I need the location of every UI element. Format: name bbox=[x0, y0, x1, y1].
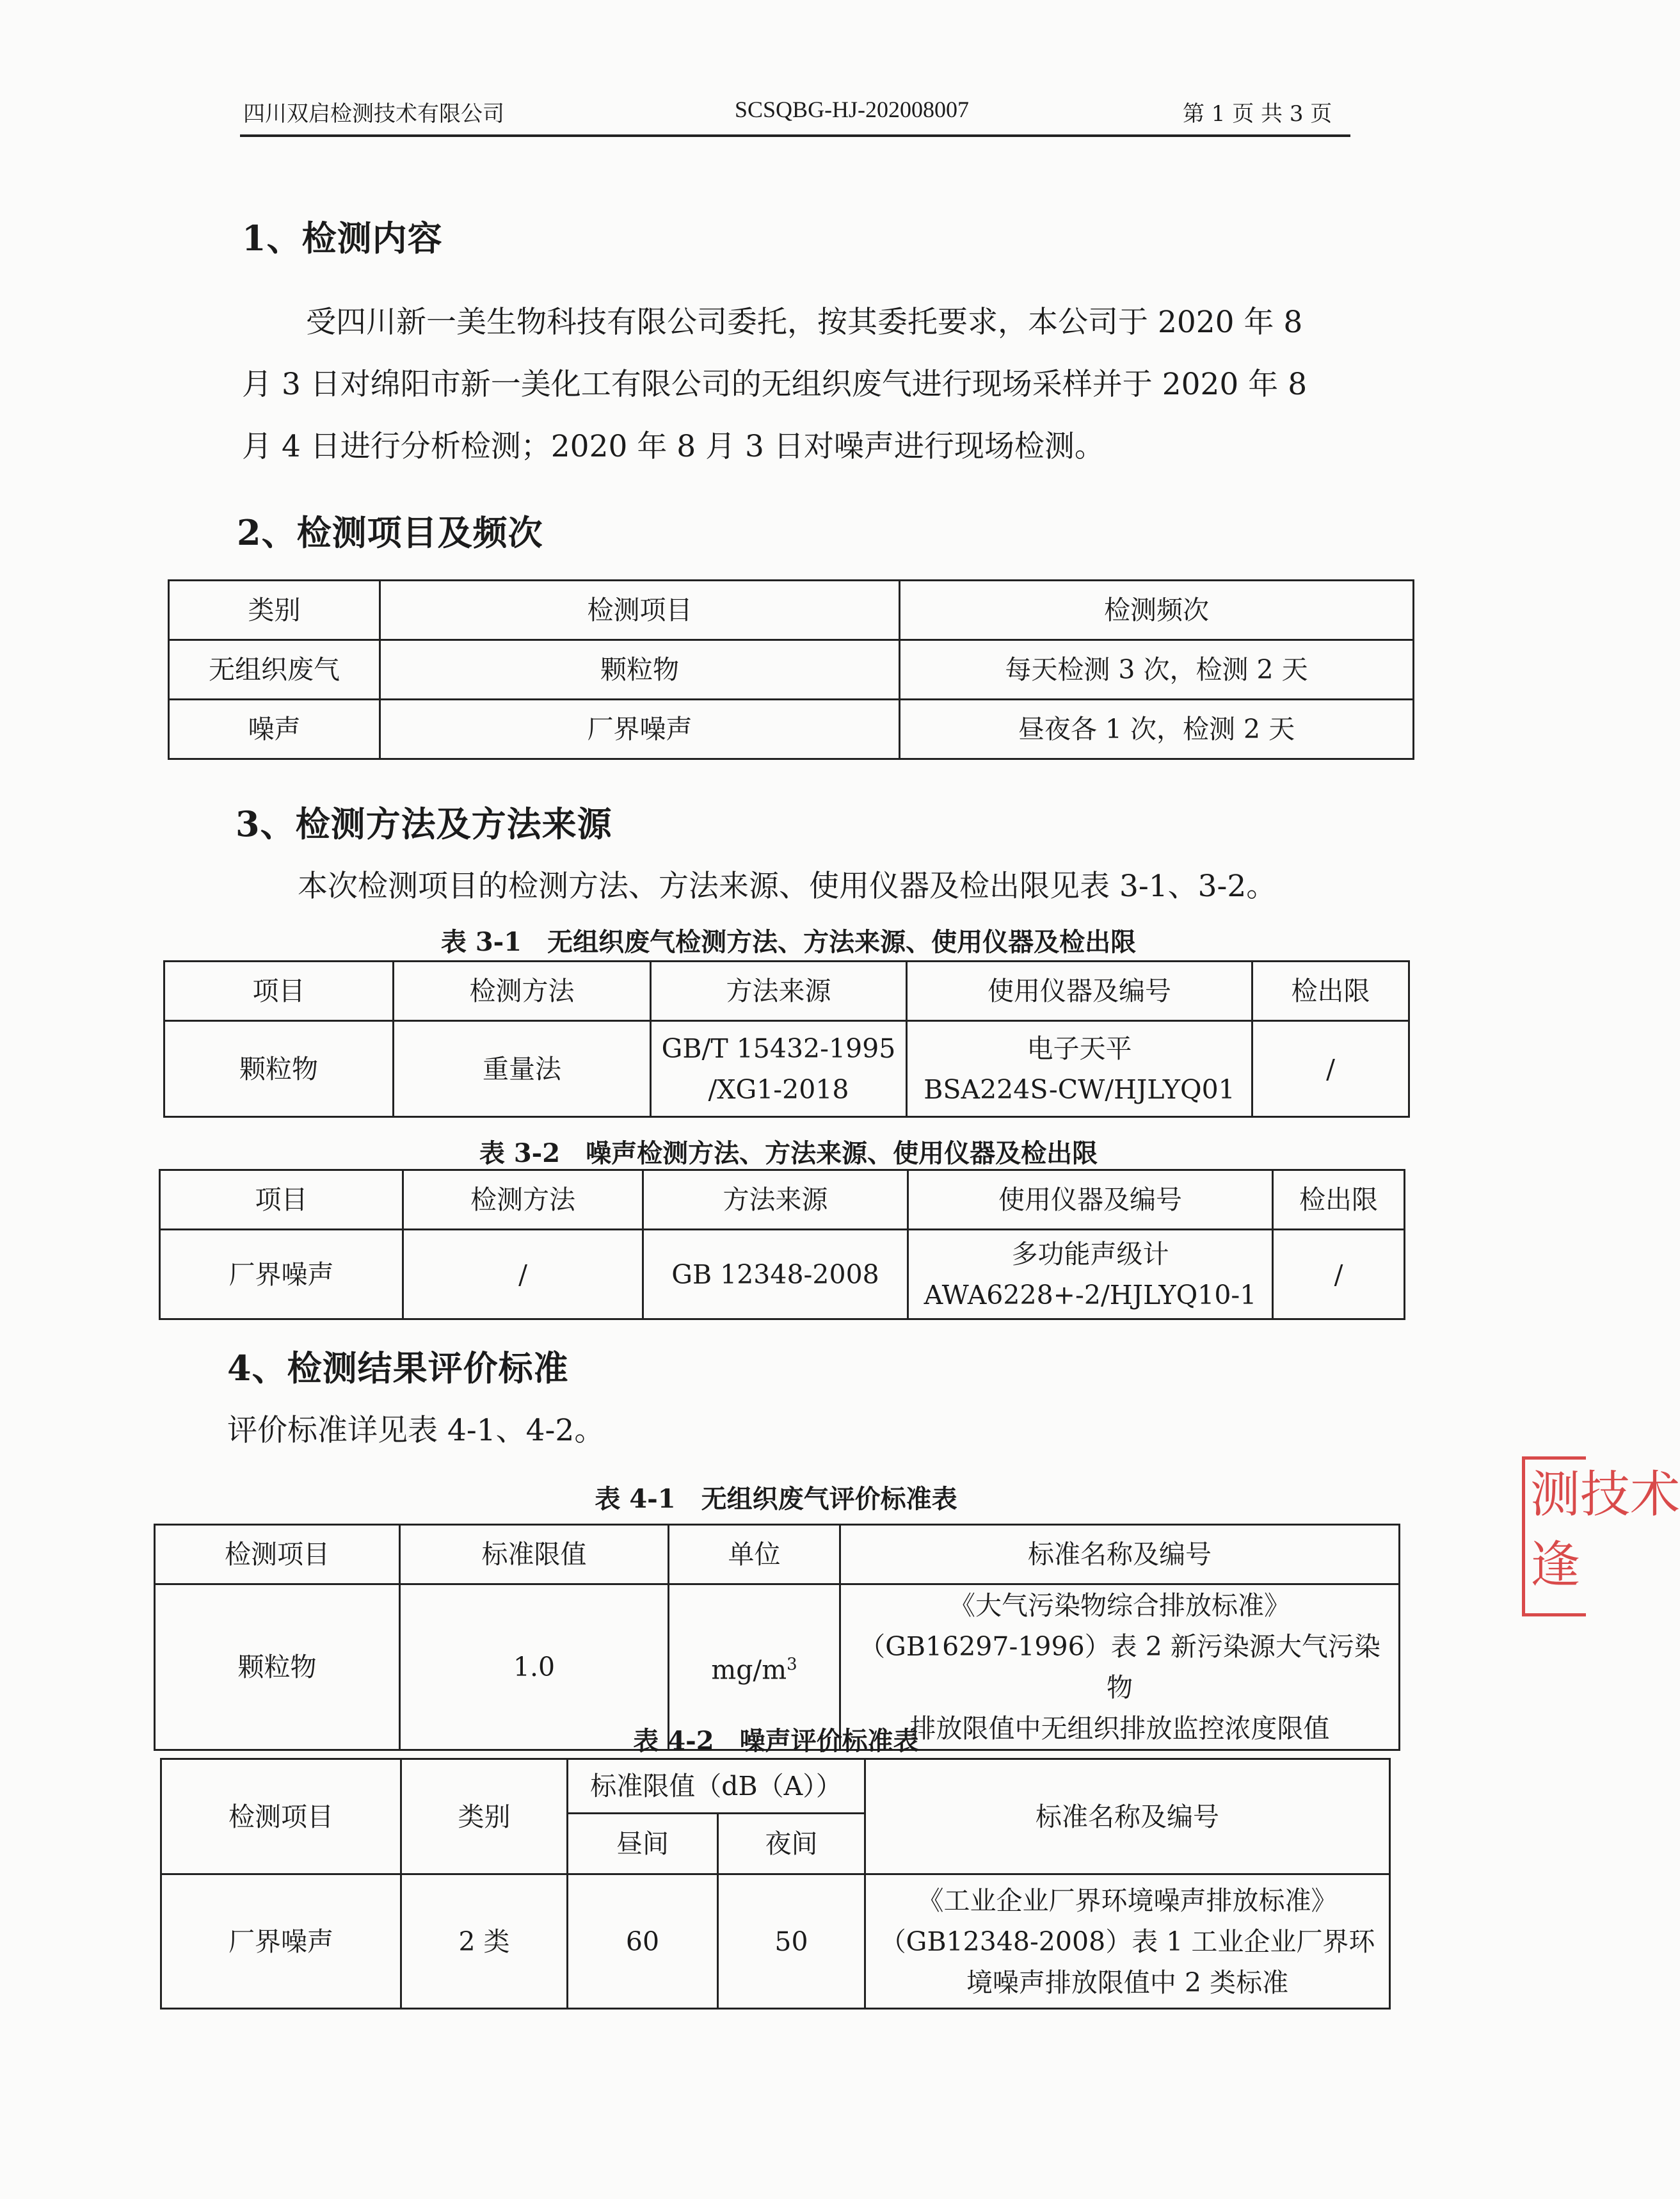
table-cell-method: 重量法 bbox=[394, 1021, 651, 1117]
stamp-line: 测技术 bbox=[1530, 1466, 1680, 1524]
table-header-cell: 检测方法 bbox=[394, 962, 651, 1021]
table-header-cell: 使用仪器及编号 bbox=[908, 1170, 1273, 1230]
table-3-1 bbox=[163, 960, 1410, 1118]
standard-line: 《大气污染物综合排放标准》 bbox=[949, 1590, 1290, 1621]
section-3-title: 3、检测方法及方法来源 bbox=[236, 803, 612, 844]
section-4-intro: 评价标准详见表 4-1、4-2。 bbox=[227, 1413, 605, 1448]
table-header-cell: 类别 bbox=[401, 1759, 568, 1874]
table-4-2-caption: 表 4-2 噪声评价标准表 bbox=[633, 1726, 919, 1756]
table-header-cell: 检测方法 bbox=[403, 1170, 643, 1230]
source-line: /XG1-2018 bbox=[708, 1074, 849, 1105]
table-cell-item: 厂界噪声 bbox=[160, 1230, 403, 1319]
table-header-cell: 检测项目 bbox=[155, 1525, 400, 1584]
table-row bbox=[160, 1230, 1405, 1319]
table-cell-instrument bbox=[908, 1230, 1273, 1319]
header-page-number: 第 1 页 共 3 页 bbox=[1183, 101, 1332, 127]
table-cell-day: 60 bbox=[568, 1874, 718, 2009]
instrument-line: 多功能声级计 bbox=[1011, 1238, 1169, 1269]
table-cell-category: 2 类 bbox=[401, 1874, 568, 2009]
standard-line: （GB16297-1996）表 2 新污染源大气污染物 bbox=[859, 1631, 1380, 1703]
table-row bbox=[161, 1874, 1390, 2009]
stamp-line: 逢 bbox=[1530, 1536, 1581, 1594]
table-header-cell: 昼间 bbox=[568, 1814, 718, 1874]
standard-line: 境噪声排放限值中 2 类标准 bbox=[966, 1967, 1289, 1998]
table-header-row bbox=[164, 962, 1409, 1021]
table-cell-limit: / bbox=[1252, 1021, 1409, 1117]
table-cell-night: 50 bbox=[718, 1874, 865, 2009]
table-row bbox=[169, 640, 1414, 700]
instrument-line: AWA6228+-2/HJLYQ10-1 bbox=[924, 1279, 1257, 1310]
table-cell: 无组织废气 bbox=[169, 640, 380, 700]
table-4-2 bbox=[160, 1758, 1391, 2010]
table-header-row bbox=[169, 581, 1414, 640]
table-3-2-caption: 表 3-2 噪声检测方法、方法来源、使用仪器及检出限 bbox=[479, 1138, 1098, 1168]
table-header-cell: 使用仪器及编号 bbox=[907, 962, 1252, 1021]
table-cell: 噪声 bbox=[169, 700, 380, 759]
table-row bbox=[169, 700, 1414, 759]
table-header-row bbox=[161, 1759, 1390, 1814]
table-header-cell: 夜间 bbox=[718, 1814, 865, 1874]
table-header-cell: 标准名称及编号 bbox=[865, 1759, 1390, 1874]
table-cell-item: 厂界噪声 bbox=[161, 1874, 401, 2009]
standard-line: 排放限值中无组织排放监控浓度限值 bbox=[909, 1713, 1330, 1744]
table-cell: 颗粒物 bbox=[380, 640, 900, 700]
table-header-cell: 检出限 bbox=[1252, 962, 1409, 1021]
table-cell-standard bbox=[865, 1874, 1390, 2009]
red-seal-stamp bbox=[1522, 1456, 1680, 1616]
table-cell-instrument bbox=[907, 1021, 1252, 1117]
table-header-cell: 项目 bbox=[160, 1170, 403, 1230]
table-cell: 昼夜各 1 次，检测 2 天 bbox=[900, 700, 1414, 759]
table-header-cell: 方法来源 bbox=[643, 1170, 908, 1230]
table-cell-limit: / bbox=[1273, 1230, 1405, 1319]
table-cell-source bbox=[651, 1021, 907, 1117]
table-header-cell: 方法来源 bbox=[651, 962, 907, 1021]
table-row bbox=[164, 1021, 1409, 1117]
table-header-cell: 单位 bbox=[669, 1525, 840, 1584]
table-cell-limit: 1.0 bbox=[400, 1584, 669, 1750]
table-cell-item: 颗粒物 bbox=[155, 1584, 400, 1750]
table-header-cell: 标准名称及编号 bbox=[840, 1525, 1400, 1584]
standard-line: （GB12348-2008）表 1 工业企业厂界环 bbox=[879, 1926, 1375, 1957]
unit-text: mg/m bbox=[711, 1654, 787, 1686]
table-header-cell: 检测频次 bbox=[900, 581, 1414, 640]
table-header-cell: 检测项目 bbox=[161, 1759, 401, 1874]
header-company: 四川双启检测技术有限公司 bbox=[243, 101, 504, 127]
header-rule bbox=[240, 134, 1350, 137]
table-header-cell: 类别 bbox=[169, 581, 380, 640]
table-header-cell: 标准限值 bbox=[400, 1525, 669, 1584]
table-3-2 bbox=[159, 1169, 1405, 1320]
source-line: GB/T 15432-1995 bbox=[661, 1033, 896, 1064]
section-2-title: 2、检测项目及频次 bbox=[237, 512, 543, 553]
table-cell-method: / bbox=[403, 1230, 643, 1319]
section-1-title: 1、检测内容 bbox=[242, 218, 443, 259]
table-header-cell: 检出限 bbox=[1273, 1170, 1405, 1230]
section-3-intro: 本次检测项目的检测方法、方法来源、使用仪器及检出限见表 3-1、3-2。 bbox=[298, 869, 1277, 904]
table-cell-item: 颗粒物 bbox=[164, 1021, 394, 1117]
standard-line: 《工业企业厂界环境噪声排放标准》 bbox=[917, 1885, 1338, 1916]
table-4-1 bbox=[154, 1524, 1400, 1751]
section-4-title: 4、检测结果评价标准 bbox=[227, 1348, 569, 1389]
table-2-items-frequency bbox=[168, 579, 1414, 760]
table-header-cell: 检测项目 bbox=[380, 581, 900, 640]
header-report-number: SCSQBG-HJ-202008007 bbox=[735, 97, 970, 122]
table-cell-source: GB 12348-2008 bbox=[643, 1230, 908, 1319]
table-header-cell: 项目 bbox=[164, 962, 394, 1021]
instrument-line: 电子天平 bbox=[1027, 1033, 1132, 1064]
unit-superscript: 3 bbox=[787, 1654, 797, 1674]
table-4-1-caption: 表 4-1 无组织废气评价标准表 bbox=[595, 1484, 957, 1514]
instrument-line: BSA224S-CW/HJLYQ01 bbox=[924, 1074, 1235, 1105]
table-header-row bbox=[160, 1170, 1405, 1230]
table-header-row bbox=[155, 1525, 1400, 1584]
table-cell: 厂界噪声 bbox=[380, 700, 900, 759]
table-3-1-caption: 表 3-1 无组织废气检测方法、方法来源、使用仪器及检出限 bbox=[440, 927, 1137, 957]
section-1-paragraph: 受四川新一美生物科技有限公司委托，按其委托要求，本公司于 2020 年 8 月 3 日对绵阳市新一美化工有限公司的无组织废气进行现场采样并于 2020 年 8 月 4 日进行分析检测；2020 年 8 月 3 日对噪声进行现场检测。 bbox=[242, 305, 1308, 464]
table-header-cell: 标准限值（dB（A）） bbox=[568, 1759, 865, 1814]
table-cell: 每天检测 3 次，检测 2 天 bbox=[900, 640, 1414, 700]
